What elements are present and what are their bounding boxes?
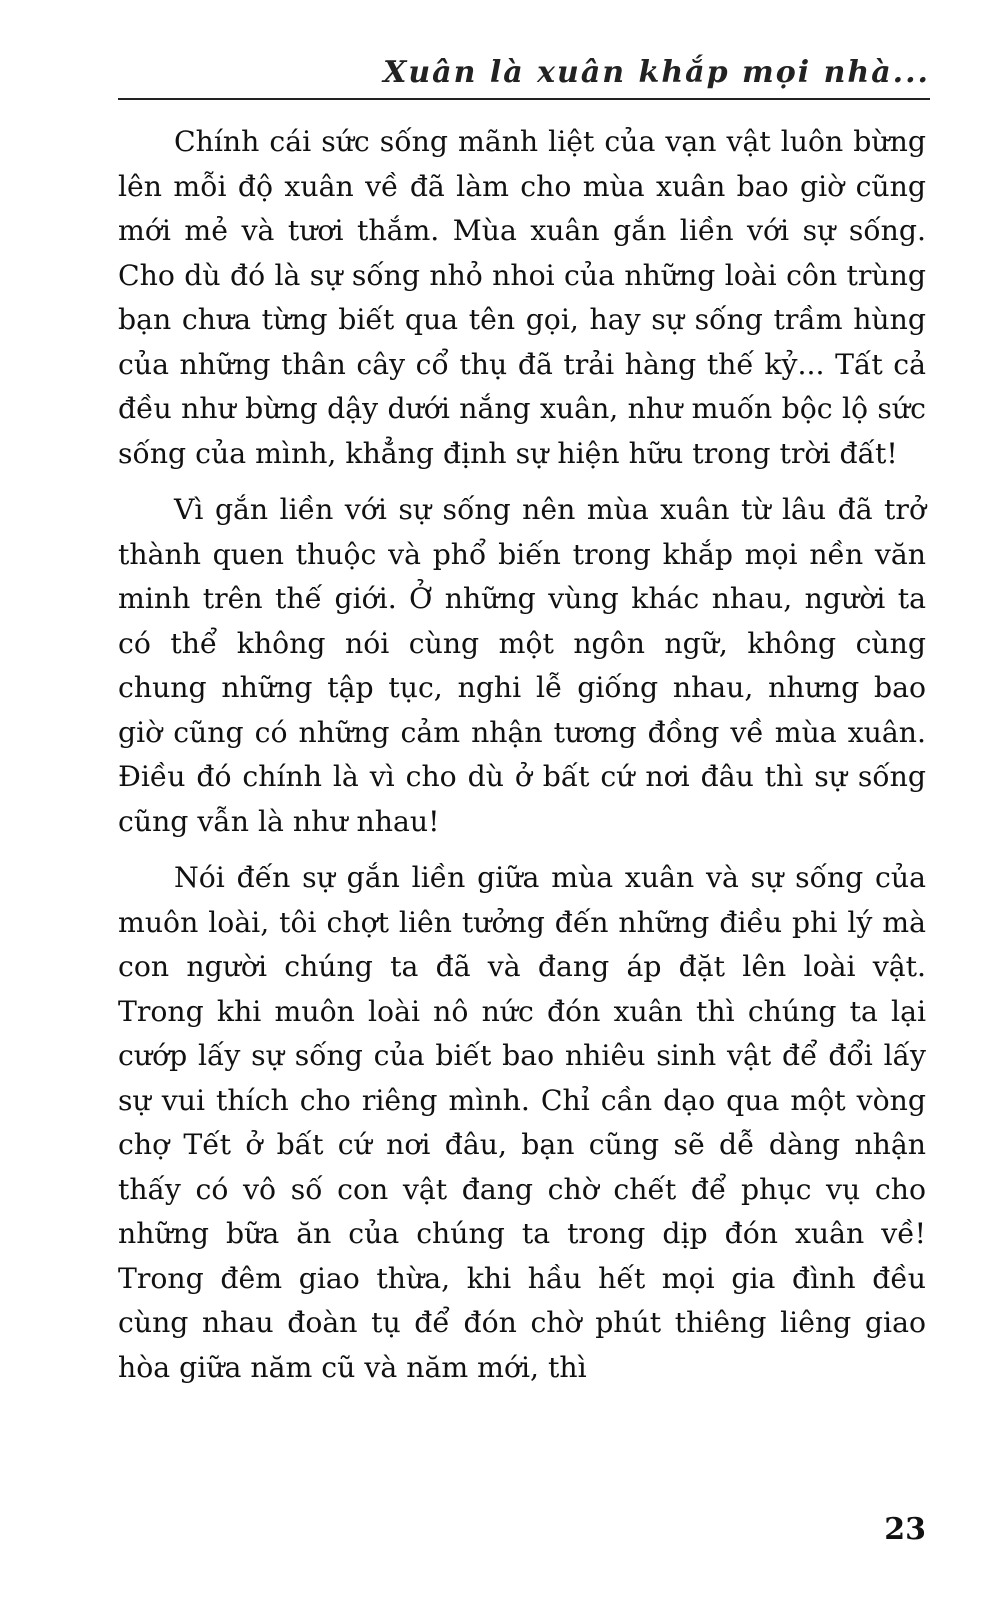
running-title: Xuân là xuân khắp mọi nhà...	[383, 55, 930, 90]
page-number: 23	[884, 1512, 926, 1547]
paragraph-3: Nói đến sự gắn liền giữa mùa xuân và sự sống của muôn loài, tôi chợt liên tưởng đến những điều phi lý mà con người chúng ta đã và đang áp đặt lên loài vật. Trong khi muôn loài nô nức đón xuân thì chúng ta lại cướp lấy sự sống của biết bao nhiêu sinh vật để đổi lấy sự vui thích cho riêng mình. Chỉ cần dạo qua một vòng chợ Tết ở bất cứ nơi đâu, bạn cũng sẽ dễ dàng nhận thấy có vô số con vật đang chờ chết để phục vụ cho những bữa ăn của chúng ta trong dịp đón xuân về! Trong đêm giao thừa, khi hầu hết mọi gia đình đều cùng nhau đoàn tụ để đón chờ phút thiêng liêng giao hòa giữa năm cũ và năm mới, thì	[118, 861, 926, 1384]
running-header	[118, 50, 930, 100]
paragraph-1: Chính cái sức sống mãnh liệt của vạn vật luôn bừng lên mỗi độ xuân về đã làm cho mùa xuân bao giờ cũng mới mẻ và tươi thắm. Mùa xuân gắn liền với sự sống. Cho dù đó là sự sống nhỏ nhoi của những loài côn trùng bạn chưa từng biết qua tên gọi, hay sự sống trầm hùng của những thân cây cổ thụ đã trải hàng thế kỷ... Tất cả đều như bừng dậy dưới nắng xuân, như muốn bộc lộ sức sống của mình, khẳng định sự hiện hữu trong trời đất!	[118, 125, 926, 470]
paragraph-2: Vì gắn liền với sự sống nên mùa xuân từ lâu đã trở thành quen thuộc và phổ biến trong khắp mọi nền văn minh trên thế giới. Ở những vùng khác nhau, người ta có thể không nói cùng một ngôn ngữ, không cùng chung những tập tục, nghi lễ giống nhau, nhưng bao giờ cũng có những cảm nhận tương đồng về mùa xuân. Điều đó chính là vì cho dù ở bất cứ nơi đâu thì sự sống cũng vẫn là như nhau!	[118, 493, 926, 838]
body-text	[118, 120, 926, 1402]
